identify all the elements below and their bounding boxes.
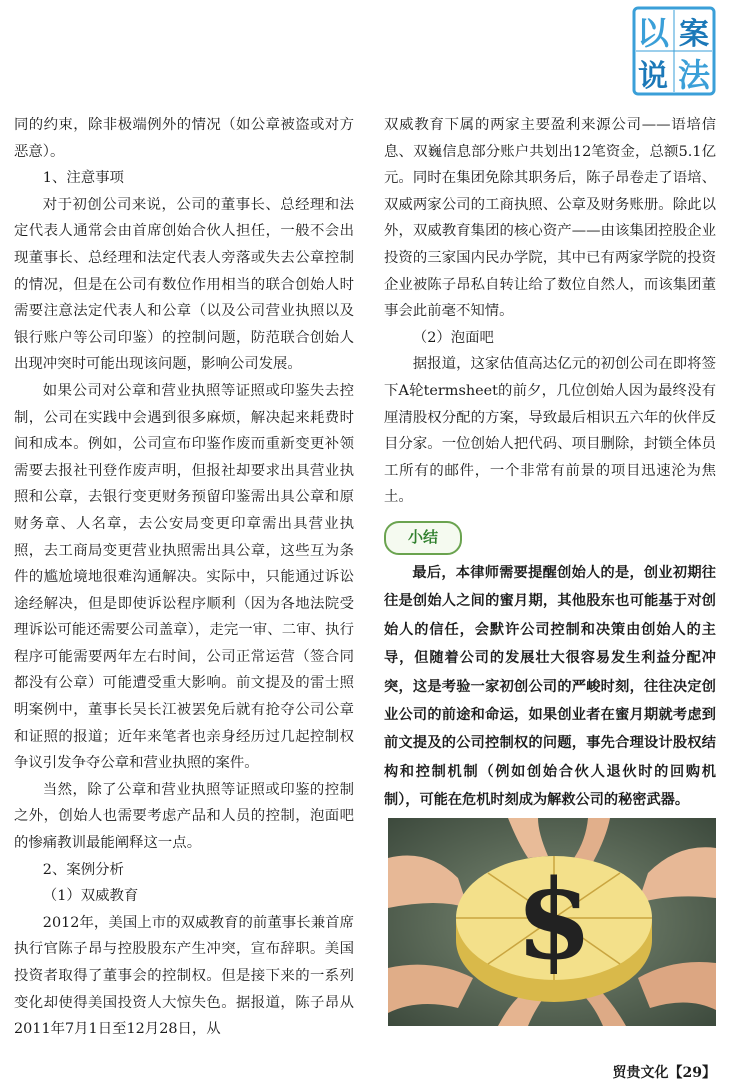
paragraph: 当然，除了公章和营业执照等证照或印鉴的控制之外，创始人也需要考虑产品和人员的控制，泡面吧的惨痛教训最能阐释这一点。 <box>14 781 354 852</box>
logo-char-2: 案 <box>679 17 709 52</box>
paragraph: 如果公司对公章和营业执照等证照或印鉴失去控制，公司在实践中会遇到很多麻烦，解决起来耗费时间和成本。例如，公司宣布印鉴作废而重新变更补领需要去报社刊登作废声明，但报社却要求出具营业执照和公章，去银行变更财务预留印鉴需出具公章和原财务章、人名章，去公安局变更印章需出具营业执照，去工商局变更营业执照需出具公章，这些互为条件的尴尬境地很难沟通解决。实际中，只能通过诉讼途经解决，但是即使诉讼程序顺利（因为各地法院受理诉讼可能还需要公司盖章），走完一审、二审、执行程序可能需要两年左右时间，公司正常运营（签合同都没有公章）可能遭受重大影响。前文提及的雷士照明案例中，董事长吴长江被罢免后就有抢夺公司公章和证照的报道；近年来笔者也亲身经历过几起控制权争议引发争夺公章和营业执照的案件。 <box>14 382 354 772</box>
logo-char-4: 法 <box>677 56 711 94</box>
paragraph: 同的约束，除非极端例外的情况（如公章被盗或对方恶意）。 <box>14 117 354 160</box>
right-column <box>384 112 716 815</box>
section-logo <box>632 6 716 96</box>
page-footer: 贸贵文化【29】 <box>612 1065 716 1081</box>
logo-char-1: 以 <box>636 14 670 52</box>
dollar-symbol: $ <box>515 855 593 984</box>
paragraph: 2012年，美国上市的双威教育的前董事长兼首席执行官陈子昂与控股股东产生冲突，宣布辞职。美国投资者取得了董事会的控制权。但是接下来的一系列变化却使得美国投资人大惊失色。据报道，陈子昂从2011年7月1日至12月28日，从 <box>14 914 354 1038</box>
paragraph: 双威教育下属的两家主要盈利来源公司——语培信息、双巍信息部分账户共划出12笔资金，总额5.1亿元。同时在集团免除其职务后，陈子昂卷走了语培、双威两家公司的工商执照、公章及财务账册。除此以外，双威教育集团的核心资产——由该集团控股企业投资的三家国内民办学院，其中已有两家学院的投资企业被陈子昂私自转让给了数位自然人，而该集团董事会此前毫不知情。 <box>384 117 716 320</box>
logo-char-3: 说 <box>638 59 668 94</box>
summary-paragraph: 最后，本律师需要提醒创始人的是，创业初期往往是创始人之间的蜜月期，其他股东也可能基于对创始人的信任，会默许公司控制和决策由创始人的主导，但随着公司的发展壮大很容易发生利益分配冲突，这是考验一家初创公司的严峻时刻，往往决定创业公司的前途和命运，如果创业者在蜜月期就考虑到前文提及的公司控制权的问题，事先合理设计股权结构和控制机制（例如创始合伙人退伙时的回购机制），可能在危机时刻成为解救公司的秘密武器。 <box>384 564 716 809</box>
section-heading: 2、案例分析 <box>42 861 124 878</box>
summary-badge: 小结 <box>384 521 462 555</box>
paragraph: 据报道，这家估值高达亿元的初创公司在即将签下A轮termsheet的前夕，几位创始人因为最终没有厘清股权分配的方案，导致最后相识五六年的伙伴反目分家。一位创始人把代码、项目删除，封锁全体员工所有的邮件，一个非常有前景的项目迅速沦为焦土。 <box>384 356 716 506</box>
subsection-heading: （1）双威教育 <box>42 888 139 905</box>
subsection-heading: （2）泡面吧 <box>412 329 494 346</box>
paragraph: 对于初创公司来说，公司的董事长、总经理和法定代表人通常会由首席创始合伙人担任，一般不会出现董事长、总经理和法定代表人旁落或失去公章控制的情况，但是在公司有数位作用相当的联合创始人时需要注意法定代表人和公章（以及公司营业执照以及银行账户等公司印鉴）的控制问题，防范联合创始人出现冲突时可能出现该问题，影响公司发展。 <box>14 196 354 373</box>
left-column <box>14 112 354 1043</box>
cake-dollar-photo <box>388 818 716 1026</box>
section-heading: 1、注意事项 <box>42 170 124 187</box>
